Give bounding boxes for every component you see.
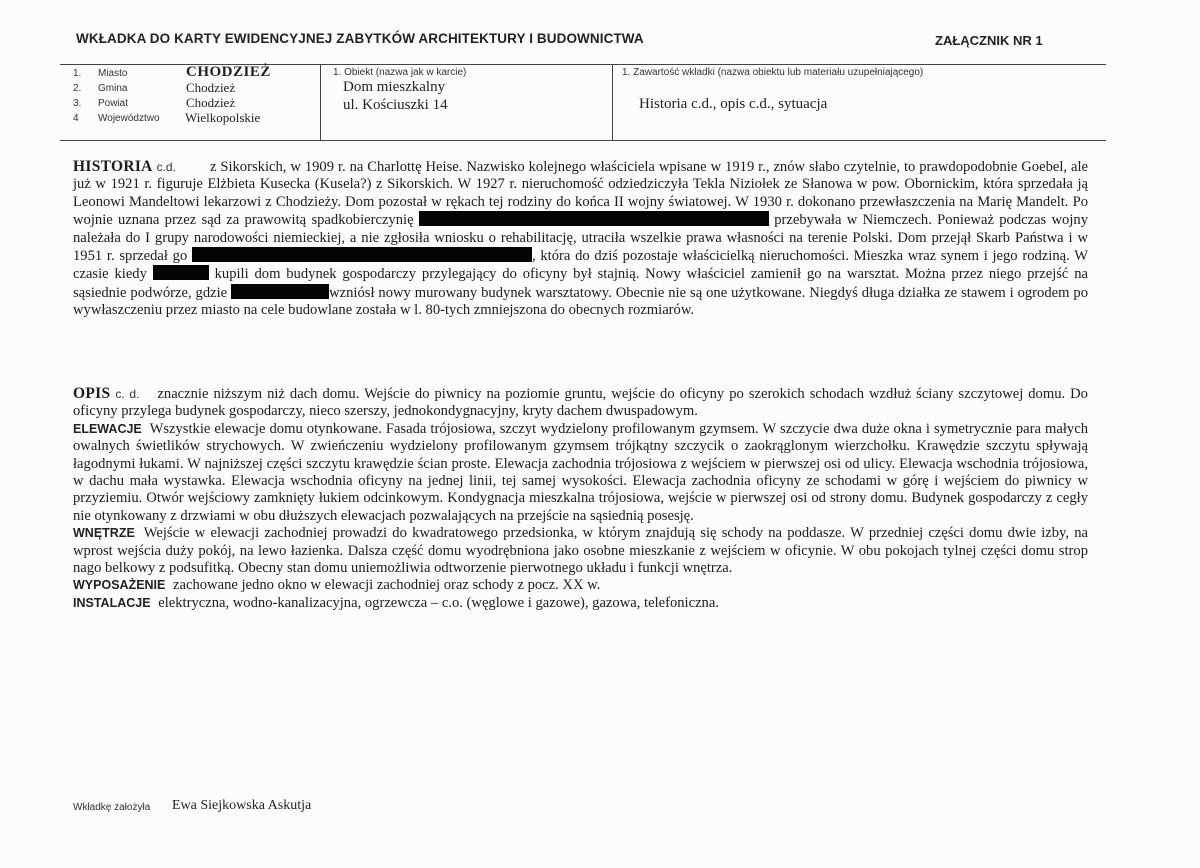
historia-heading: HISTORIA bbox=[73, 158, 153, 175]
historia-text: wzniósł nowy murowany budynek warsztatowy. Obecnie nie są one użytkowane. Niegdyś długa działka ze stawem i ogrodem po wywłaszczeniu przez miasto na cele budowlane została w l. 80-tych zmniejszona do obecnych rozmiarów. bbox=[73, 284, 1088, 319]
historia-text: , która do dziś pozostaje właścicielką nieruchomości. Mieszka wraz synem i jego rodziną. W czasie kiedy bbox=[73, 248, 1088, 283]
wnetrze-heading: WNĘTRZE bbox=[73, 526, 135, 541]
location-num: 2. bbox=[73, 83, 82, 94]
location-num: 4 bbox=[73, 113, 79, 124]
location-value-gmina: Chodzież bbox=[186, 80, 236, 95]
opis-subheading: c. d. bbox=[115, 387, 140, 401]
object-name: Dom mieszkalny bbox=[343, 79, 446, 95]
historia-section bbox=[73, 158, 1088, 320]
location-label: Powiat bbox=[98, 98, 129, 109]
instalacje-text: elektryczna, wodno-kanalizacyjna, ogrzewcza – c.o. (węglowe i gazowe), gazowa, telefoniczna. bbox=[158, 594, 719, 611]
contents-label: 1. Zawartość wkładki (nazwa obiektu lub materiału uzupełniającego) bbox=[622, 67, 924, 78]
historia-text: przebywała w Niemczech. Ponieważ podczas wojny należała do I grupy narodowości niemieckiej, a nie zgłosiła wniosku o rehabilitację, utraciła wszelkie prawa własności na terenie Polski. Dom przejął Skarb Państwa i w 1951 r. sprzedał go bbox=[73, 212, 1089, 265]
elewacje-text: Wszystkie elewacje domu otynkowane. Fasada trójosiowa, szczyt wydzielony profilowanym gzymsem. W szczycie dwa duże okna i symetrycznie para małych owalnych świetlików strychowych. W zwieńczeniu wydzielony profilowanym gzymsem trójkątny szczycik o zaokrąglonym wierzchołku. Krawędzie szczytu spływają łagodnymi łukami. W najniższej części szczytu krawędzie ścian proste. Elewacja zachodnia trójosiowa z wejściem w pierwszej osi od ulicy. Elewacja wschodnia trójosiowa, w dachu mała wystawka. Elewacja wschodnia oficyny na jednej linii, tej samej wysokości. Elewacja zachodnia oficyny ze schodami w górę i wejściem do piwnicy w przyziemiu. Otwór wejściowy zamknięty łukiem odcinkowym. Kondygnacja mieszkalna trójosiowa, wejście w pierwszej osi od strony domu. Budynek gospodarczy z cegły nie otynkowany z drzwiami w obu dłuższych elewacjach pozwalających na przejście na sąsiednią posesję. bbox=[73, 420, 1088, 524]
opis-section bbox=[73, 385, 1088, 612]
attachment-number: ZAŁĄCZNIK NR 1 bbox=[935, 33, 1043, 48]
redaction-box bbox=[153, 265, 209, 280]
instalacje-heading: INSTALACJE bbox=[73, 595, 151, 610]
location-label: Gmina bbox=[98, 83, 128, 94]
wnetrze-text: Wejście w elewacji zachodniej prowadzi do kwadratowego przedsionka, w którym znajdują się schody na poddasze. W przedniej części domu dwie izby, na wprost wejścia duży pokój, na lewo łazienka. Dalsza część domu wyodrębniona jako osobne mieszkanie z wejściem w oficynie. W obu pokojach tylnej części domu strop nago belkowy z podsufitką. Obecny stan domu uniemożliwia odtworzenie pierwotnego układu i funkcji wnętrza. bbox=[73, 525, 1089, 577]
wyposazenie-heading: WYPOSAŻENIE bbox=[73, 578, 166, 593]
location-value-wojewodztwo: Wielkopolskie bbox=[185, 110, 261, 125]
elewacje-heading: ELEWACJE bbox=[73, 421, 142, 436]
location-value-powiat: Chodzież bbox=[186, 95, 236, 110]
opis-heading: OPIS bbox=[73, 385, 111, 402]
opis-text: znacznie niższym niż dach domu. Wejście do piwnicy na poziomie gruntu, wejście do oficyny po szerokich schodach wzdłuż ściany szczytowej domu. Do oficyny przylega budynek gospodarczy, nieco szerszy, jednokondygnacyjny, kryty dachem dwuspadowym. bbox=[73, 386, 1088, 420]
historia-text: kupili dom budynek gospodarczy przylegający do oficyny był stajnią. Nowy właściciel zamienił go na warsztat. Można przez niego przejść na sąsiednie podwórze, gdzie bbox=[73, 266, 1089, 301]
location-num: 1. bbox=[73, 68, 82, 79]
historia-subheading: c.d. bbox=[156, 160, 176, 174]
location-num: 3. bbox=[73, 98, 82, 109]
author-label: Wkładkę założyła bbox=[73, 802, 151, 813]
object-label: 1. Obiekt (nazwa jak w karcie) bbox=[333, 67, 467, 78]
redaction-box bbox=[192, 247, 532, 262]
location-label: Miasto bbox=[98, 68, 128, 79]
redaction-box bbox=[231, 284, 329, 299]
redaction-box bbox=[419, 211, 769, 226]
object-address: ul. Kościuszki 14 bbox=[343, 97, 448, 113]
location-label: Województwo bbox=[98, 113, 160, 124]
contents-value: Historia c.d., opis c.d., sytuacja bbox=[639, 96, 828, 112]
location-value-miasto: CHODZIEŻ bbox=[186, 64, 271, 80]
table-divider bbox=[320, 64, 321, 140]
table-divider bbox=[612, 64, 613, 140]
form-title: WKŁADKA DO KARTY EWIDENCYJNEJ ZABYTKÓW ARCHITEKTURY I BUDOWNICTWA bbox=[76, 31, 644, 46]
author-name: Ewa Siejkowska Askutja bbox=[172, 798, 312, 813]
wyposazenie-text: zachowane jedno okno w elewacji zachodniej oraz schody z pocz. XX w. bbox=[173, 577, 601, 594]
historia-text: z Sikorskich, w 1909 r. na Charlottę Heise. Nazwisko kolejnego właściciela wpisane w 1919 r., znów słabo czytelnie, to prawdopodobnie Goebel, ale już w 1921 r. figuruje Elżbieta Kusecka (Kusela?) z Sikorskich. W 1927 r. nieruchomość odziedziczyła Tekla Niziołek ze Słanowa w pow. Obornickim, która sprzedała ją Leonowi Mandeltowi lekarzowi z Chodzieży. Dom pozostał w rękach tej rodziny do końca II wojny światowej. W 1930 r. dokonano przewłaszczenia na Marię Mandelt. Po wojnie uznana przez sąd za prawowitą spadkobierczynię bbox=[73, 159, 1088, 229]
